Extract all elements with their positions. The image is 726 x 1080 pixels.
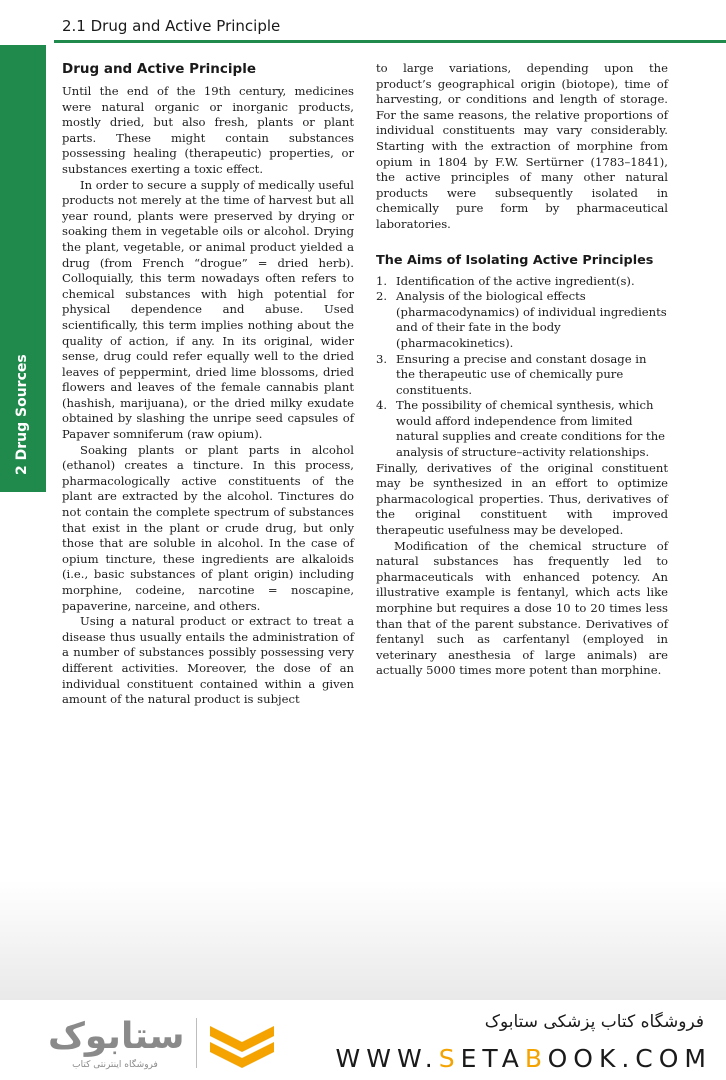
list-number: 4. bbox=[376, 398, 388, 413]
paragraph: Finally, derivatives of the original constituent may be synthesized in an effort to optimize pharmacological properties. Thus, derivatives of the original constituent with improved therapeutic usefulness may be developed. bbox=[376, 460, 668, 538]
chapter-side-tab-label: 2 Drug Sources bbox=[14, 354, 30, 475]
list-item bbox=[376, 352, 668, 399]
chapter-side-tab bbox=[0, 45, 46, 492]
url-accent-letter: S bbox=[438, 1044, 461, 1073]
list-text: Ensuring a precise and constant dosage in the therapeutic use of chemically pure constituents. bbox=[396, 351, 647, 397]
right-column bbox=[376, 61, 668, 679]
paragraph: Until the end of the 19th century, medicines were natural organic or inorganic products, mostly dried, but also fresh, plants or plant parts. These might contain substances possessing healing (therapeutic) properties, or substances exerting a toxic effect. bbox=[62, 84, 354, 176]
book-logo-icon bbox=[206, 1020, 278, 1074]
shop-name: فروشگاه کتاب پزشکی ستابوک bbox=[484, 1012, 704, 1032]
subsection-heading: The Aims of Isolating Active Principles bbox=[376, 252, 654, 268]
paragraph: Soaking plants or plant parts in alcohol (ethanol) creates a tincture. In this process, pharmacologically active constituents of the plant are extracted by the alcohol. Tinctures do not contain the complete spectrum of substances that exist in the plant or crude drug, but only those that are soluble in alcohol. In the case of opium tincture, these ingredients are alkaloids (i.e., basic substances of plant origin) including morphine, codeine, narcotine = noscapine, papaverine, narceine, and others. bbox=[62, 442, 354, 613]
list-item bbox=[376, 274, 668, 290]
page-bottom-shade bbox=[0, 880, 726, 1000]
paragraph: Modification of the chemical structure of natural substances has frequently led to pharmaceuticals with enhanced potency. An illustrative example is fentanyl, which acts like morphine but requires a dose 10 to 20 times less than that of the parent substance. Derivatives of fentanyl such as carfentanyl (employed in veterinary anesthesia of large animals) are actually 5000 times more potent than morphine. bbox=[376, 538, 668, 678]
list-text: The possibility of chemical synthesis, which would afford independence from limited natural supplies and create conditions for the analysis of structure–activity relationships. bbox=[396, 398, 666, 460]
logo-divider bbox=[196, 1018, 197, 1068]
left-column bbox=[62, 60, 354, 708]
header-rule bbox=[54, 40, 726, 43]
running-header-title: 2.1 Drug and Active Principle bbox=[62, 17, 281, 35]
paragraph: to large variations, depending upon the product’s geographical origin (biotope), time of harvesting, or conditions and length of storage. For the same reasons, the relative proportions of individual constituents may vary considerably. Starting with the extraction of morphine from opium in 1804 by F.W. Sertürner (1783–1841), the active principles of many other natural products were subsequently isolated in chemically pure form by pharmaceutical laboratories. bbox=[376, 61, 668, 231]
list-number: 1. bbox=[376, 273, 388, 288]
url-part: WWW. bbox=[335, 1044, 439, 1073]
paragraph: In order to secure a supply of medically useful products not merely at the time of harvest but all year round, plants were preserved by drying or soaking them in vegetable oils or alcohol. Drying the plant, vegetable, or animal product yielded a drug (from French “drogue” = dried herb). Colloquially, this term nowadays often refers to chemical substances with high potential for physical dependence and abuse. Used scientifically, this term implies nothing about the quality of action, if any. In its original, wider sense, drug could refer equally well to the dried leaves of peppermint, dried lime blossoms, dried flowers and leaves of the female cannabis plant (hashish, marijuana), or the dried milky exudate obtained by slashing the unripe seed capsules of Papaver somniferum (raw opium). bbox=[62, 177, 354, 442]
url-part: ETA bbox=[460, 1044, 525, 1073]
list-item bbox=[376, 289, 668, 351]
list-text: Analysis of the biological effects (pharmacodynamics) of individual ingredients and of their fate in the body (pharmacokinetics). bbox=[396, 289, 667, 350]
shop-url[interactable] bbox=[336, 1044, 712, 1073]
paragraph: Using a natural product or extract to treat a disease thus usually entails the administration of a number of substances possibly possessing very different activities. Moreover, the dose of an individual constituent contained within a given amount of the natural product is subject bbox=[62, 614, 354, 707]
shop-logo-subtitle: فروشگاه اینترنتی کتاب bbox=[72, 1060, 158, 1070]
section-heading: Drug and Active Principle bbox=[62, 61, 256, 77]
shop-logo-text: ستابوک bbox=[48, 1016, 185, 1057]
url-accent-letter: B bbox=[524, 1044, 548, 1073]
list-number: 2. bbox=[376, 289, 388, 304]
list-text: Identification of the active ingredient(s). bbox=[396, 273, 635, 288]
url-part: OOK.COM bbox=[547, 1044, 712, 1073]
aims-list bbox=[376, 274, 668, 461]
list-item bbox=[376, 398, 668, 460]
list-number: 3. bbox=[376, 351, 388, 366]
